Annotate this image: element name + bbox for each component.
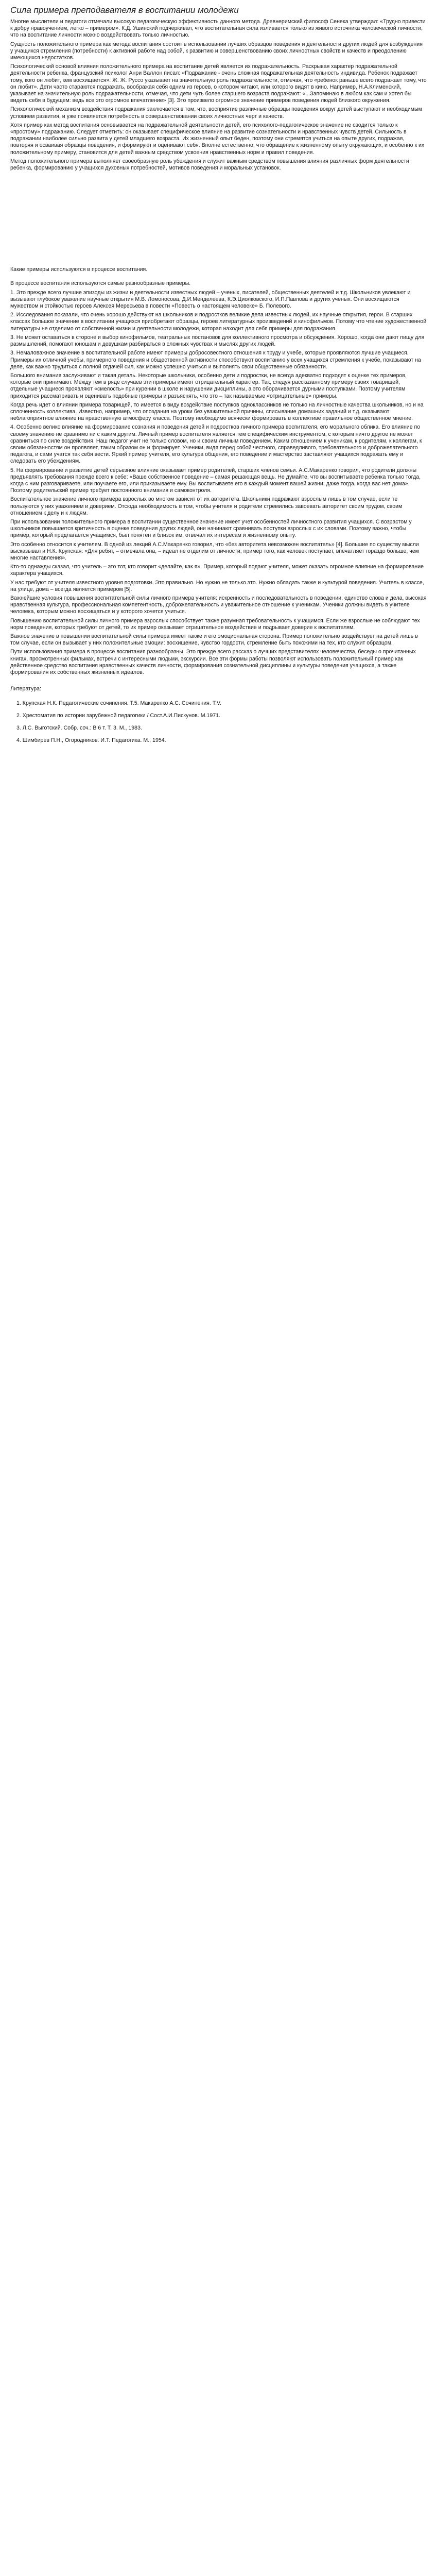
paragraph: В процессе воспитания используются самые разнообразные примеры. xyxy=(10,280,191,287)
paragraph: Когда речь идет о влиянии примера товарищей, то имеется в виду воздействие поступков одноклассников не только на личностные качества школьников, но и на сплоченность коллектива. Известно, например, что опоздания на уроки без уважительной причины, списывание домашних заданий и т.д. оказывают неблагоприятное влияние на нравственную атмосферу класса. Поэтому необходимо всячески формировать в коллективе правильное общественное мнение. xyxy=(10,401,424,422)
paragraph: Сущность положительного примера как метода воспитания состоит в использовании лучших образцов поведения и деятельности других людей для возбуждения у учащихся стремления (потребности) к активной работе над собой, к развитию и совершенствованию своих личностных свойств и качеств и преодолению имеющихся недостатков. xyxy=(10,41,423,61)
paragraph: Пути использования примера в процессе воспитания разнообразны. Это прежде всего рассказ о лучших представителях человечества, беседы о прочитанных книгах, просмотренных фильмах, встречи с интересными людьми, экскурсии. Все эти формы работы позволяют использовать положительный пример как действенное средство воспитания нравственных качеств личности, формирования сознательной дисциплины и культуры поведения учащихся, а также формирования их собственных жизненных идеалов. xyxy=(10,649,416,676)
paragraph: Какие примеры используются в процессе воспитания. xyxy=(10,266,148,273)
literature-section xyxy=(10,685,427,744)
paragraph: 3. Немаловажное значение в воспитательной работе имеют примеры добросовестного отношения к труду и учебе, которые проявляются лучшие учащиеся. Примеры их отличной учебы, примерного поведения и общественной активности способствуют воспитанию у всех учащихся стремления к учебе, показывают на деле, как важно трудиться с полной отдачей сил, как можно успешно учиться и выполнять свои общественные обязанности. xyxy=(10,350,421,370)
paragraph: Важнейшие условия повышения воспитательной силы личного примера учителя: искренность и последовательность в поведении, единство слова и дела, высокая нравственная культура, профессиональная компетентность, доброжелательность и уважительное отношение к ученикам. Ученики должны видеть в учителе человека, которым можно восхищаться и у которого хочется учиться. xyxy=(10,595,427,615)
paragraph: Важное значение в повышении воспитательной силы примера имеет также и его эмоциональная сторона. Пример положительно воздействует на детей лишь в том случае, если он вызывает у них положительные эмоции: восхищение, чувство гордости, стремление быть похожими на тех, кто служит образцом. xyxy=(10,633,418,647)
intro-section xyxy=(10,19,427,172)
paragraph: Многие мыслители и педагоги отмечали высокую педагогическую эффективность данного метода. Древнеримский философ Сенека утверждал: «Трудно привести к добру нравоучением, легко – примером». К.Д. Ушинский подчеркивал, что воспитательная сила изливается только из живого источника человеческой личности, что на воспитание личности можно воздействовать только личностью. xyxy=(10,19,426,39)
paragraph: Кто-то однажды сказал, что учитель – это тот, кто говорит «делайте, как я». Пример, который подают учителя, может оказать огромное влияние на формирование характера учащихся. xyxy=(10,564,424,577)
paragraph: Метод положительного примера выполняет своеобразную роль убеждения и служит важным средством повышения влияния различных форм деятельности ребенка, формированию у учащихся духовных потребностей, мотивов поведения и моральных установок. xyxy=(10,158,409,172)
paragraph: Это особенно относится к учителям. В одной из лекций А.С.Макаренко говорил, что «без авторитета невозможен воспитатель» [4]. Большие по существу мысли высказывал и Н.К. Крупская: «Для ребят, – отмечала она, – идеал не отделим от личности; пример того, как человек поступает, впечатляет гораздо больше, чем многие наставления». xyxy=(10,541,419,561)
paragraph: Психологический механизм воздействия подражания заключается в том, что, восприятие различные образцы поведения вокруг детей выступают и необходимым условием развития, и уже появляется потребность в совершенствовании своих личностных черт и качеств. xyxy=(10,106,422,120)
paragraph: 5. На формирование и развитие детей серьезное влияние оказывает пример родителей, старших членов семьи. А.С.Макаренко говорил, что родители должны предъявлять требования прежде всего к себе: «Ваше собственное поведение – самая решающая вещь. Не думайте, что вы воспитываете ребенка только тогда, когда с ним разговариваете, или поучаете его, или приказываете ему. Вы воспитываете его в каждый момент вашей жизни, даже тогда, когда вас нет дома». Поэтому родительский пример требует постоянного внимания и самоконтроля. xyxy=(10,467,421,494)
paragraph: 1. Это прежде всего лучшие эпизоды из жизни и деятельности известных людей – ученых, писателей, общественных деятелей и т.д. Школьников увлекают и вызывают глубокое уважение научные открытия М.В. Ломоносова, Д.И.Менделеева, К.Э.Циолковского, И.П.Павлова и других ученых. Они восхищаются мужеством и стойкостью героев Алексея Мересьева в повести «Повесть о настоящем человеке» Б. Полевого. xyxy=(10,289,411,310)
page-title: Сила примера преподавателя в воспитании молодежи xyxy=(10,5,239,15)
paragraph: 4. Особенно велико влияние на формирование сознания и поведения детей и подростков личного примера воспитателя, его морального облика. Его влияние по своему значению не сравнимо ни с каким другим. Личный пример воспитателя является тем специфическим инструментом, с которым ничто другое не может сравниться по силе воздействия. Наш педагог учит не только словом, но и своим личным поведением. Каким отношением к ученикам, к родителям, к коллегам, к своим обязанностям он проявляет, таким образом он и формирует. Ученики, видя перед собой честного, справедливого, требовательного и доброжелательного педагога, и сами учатся так себя вести. Яркий пример учителя, его культура общения, его поведение и мастерство заставляют учащихся подражать ему и следовать его убеждениям. xyxy=(10,424,422,465)
literature-title: Литература: xyxy=(10,686,41,692)
literature-item: 2. Хрестоматия по истории зарубежной педагогики / Сост.А.И.Пискунов. М.1971. xyxy=(16,713,220,719)
literature-item: 1. Крупская Н.К. Педагогические сочинения. Т.5. Макаренко А.С. Сочинения. Т.V. xyxy=(16,700,222,707)
paragraph: Большого внимания заслуживают и такая деталь. Некоторые школьники, особенно дети и подростки, не всегда адекватно подходят к оценке тех примеров, которые они принимают. Между тем в ряде случаев эти примеры имеют отрицательный характер. Так, следуя рассказанному примеру своих товарищей, отдельные учащиеся проявляют «смелость» при курении в школе и нарушении дисциплины, а это оборачивается дурными поступками. Поэтому учителям приходится рассматривать и оценивать подобные примеры и разъяснять, что это – так называемые «отрицательные» примеры. xyxy=(10,372,407,399)
paragraph: Психологический основой влияния положительного примера на воспитание детей является их подражательность. Раскрывая характер подражательной деятельности ребенка, французский психолог Анри Валлон писал: «Подражание - очень сложная подражательная деятельность индивида. Ребенок подражает тому, кого он любит, кем восхищается». Ж. Ж. Руссо указывает на значительную роль подражательности, отмечая, что «ребенок раньше всего подражает тому, что он любит». Дети часто стараются подражать, воображая себя одним из героев, о котором читают, или которого видят в кино. Например, Н.А.Клименский, указывает на значительную роль подражательности, отмечая, что дети чуть более старшего возраста подражают: «...Запоминаю в любом как сам и хотел бы видеть себя в будущем: ведь все это огромное впечатление» [3]. Это произвело огромное значение примеров поведения людей близкого окружения. xyxy=(10,63,427,104)
paragraph: Воспитательное значение личного примера взрослых во многом зависит от их авторитета. Школьники подражают взрослым лишь в том случае, если те пользуются у них уважением и доверием. Отсюда необходимость в том, чтобы учителя и родители стремились завоевать авторитет своим трудом, своим отношением к делу и к людям. xyxy=(10,496,403,516)
literature-item: 4. Шимбирев П.Н., Огородников. И.Т. Педагогика. М., 1954. xyxy=(16,737,166,744)
literature-item: 3. Л.С. Выготский. Собр. соч.: В 6 т. Т. 3. М., 1983. xyxy=(16,725,142,732)
blank-gap xyxy=(10,174,427,266)
paragraph: Повышению воспитательной силы личного примера взрослых способствует также разумная требовательность к учащимся. Если же взрослые не соблюдают тех норм поведения, которых требуют от детей, то их пример оказывает отрицательное воздействие и подрывает доверие к воспитателям. xyxy=(10,617,420,631)
paragraph: Хотя пример как метод воспитания основывается на подражательной деятельности детей, его психолого-педагогическое значение не сводится только к «простому» подражанию. Следует отметить: он оказывает специфическое влияние на развитие сознательности и нравственных чувств детей. Сильность в подражании наиболее сильно развита у детей младшего возраста. Их жизненный опыт беден, поэтому они стремятся учиться на опыте других, подражая, повторяя и осваивая образцы поведения, и формируют и оценивают себя. Вполне естественно, что обращение к жизненному опыту окружающих, и особенно к их положительному примеру, становится для детей важным средством усвоения нравственных норм и правил поведения. xyxy=(10,122,425,156)
paragraph: У нас требуют от учителя известного уровня подготовки. Это правильно. Но нужно не только это. Нужно обладать также и культурой поведения. Учитель в классе, на улице, дома – всегда является примером [5]. xyxy=(10,579,424,592)
paragraph: 2. Исследования показали, что очень хорошо действуют на школьников и подростков великие дела известных людей, их научные открытия, герои. В старших классах большое значение в воспитании учащихся приобретают образцы, героев литературных произведений и кинофильмов. Потому что чтение художественной литературы не отделимо от собственной жизни и деятельности молодежи, которая находит для себя примеры для подражания. xyxy=(10,312,427,332)
blank-gap xyxy=(10,275,427,280)
paragraph: При использовании положительного примера в воспитании существенное значение имеет учет особенностей личностного развития учащихся. С возрастом у школьников повышается критичность в оценке поведения других людей, они начинают сравнивать поступки взрослых с их словами. Поэтому важно, чтобы пример, который предлагается учащимся, был понятен и близок им, отвечал их интересам и жизненному опыту. xyxy=(10,518,412,539)
paragraph: 3. Не может оставаться в стороне и выбор кинофильмов, театральных постановок для коллективного просмотра и обсуждения. Хорошо, когда они дают пищу для размышлений, помогают юношам и девушкам разбираться в сложных чувствах и мыслях других людей. xyxy=(10,334,425,348)
examples-section xyxy=(10,266,427,676)
